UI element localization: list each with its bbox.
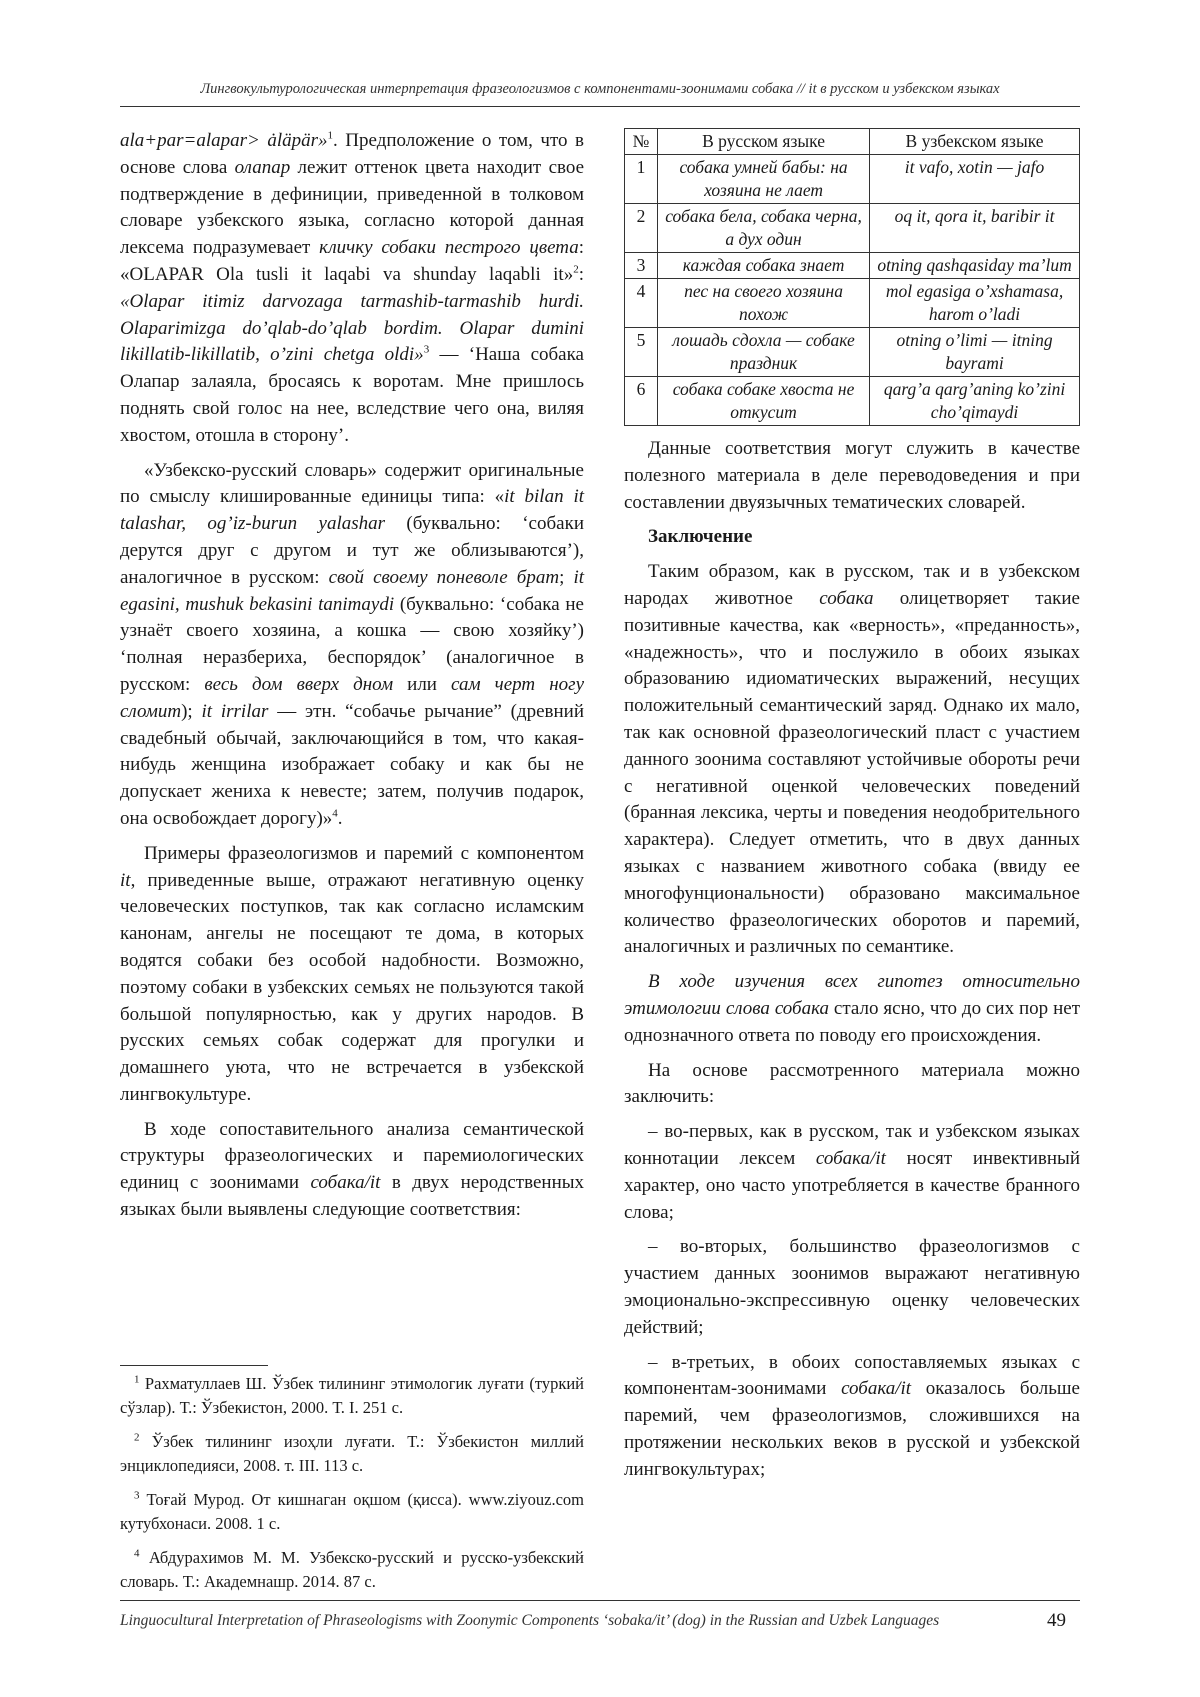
footnote-ref: 1 (327, 129, 334, 142)
paragraph (624, 436, 1080, 516)
row-number: 1 (625, 155, 658, 204)
footnote-number: 2 (134, 1431, 140, 1444)
row-number: 3 (625, 253, 658, 279)
italic-text: собака/it (841, 1378, 912, 1400)
table-header-row (625, 129, 1080, 155)
list-item (624, 1119, 1080, 1226)
text-run: На основе рассмотренного материала можно заключить: (624, 1059, 1080, 1108)
text-run: (буквально: ‘собаки дерутся друг с другом и тут же облизываются’), аналогичное в русском: (120, 513, 584, 588)
paragraph (120, 1117, 584, 1224)
running-footer (120, 1606, 1080, 1636)
footnote-ref: 3 (423, 344, 430, 357)
correspondence-table (624, 128, 1080, 426)
text-run: — этн. “собачье рычание” (древний свадебный обычай, заключающийся в том, что какая-нибудь женщина изображает собаку и как бы не допускает жениха к невесте; затем, получив подарок, она освобождает дорогу)» (120, 700, 585, 829)
italic-text: it irrilar (201, 700, 269, 722)
footnote-number: 4 (134, 1547, 140, 1560)
footer-divider (120, 1600, 1080, 1601)
uzbek-idiom: otning qashqasiday ma’lum (870, 253, 1080, 279)
paragraph (120, 128, 584, 450)
row-number: 2 (625, 204, 658, 253)
italic-text: собака/it (310, 1172, 381, 1194)
uzbek-idiom: qarg’a qarg’aning ko’zini cho’qimaydi (870, 377, 1080, 426)
section-title: Заключение (648, 526, 753, 548)
italic-text: сам черт ногу сломит (120, 673, 584, 722)
footnote-number: 1 (134, 1373, 140, 1386)
text-run: : «OLAPAR Ola tusli it laqabi va shunday laqabli it» (120, 237, 584, 285)
text-run: – во-вторых, большинство фразеологизмов с участием данных зоонимов выражают негативную эмоционально-экспрессивную оценку человеческих действий; (624, 1236, 1080, 1338)
italic-text: «Olapar itimiz darvozaga tarmashib-tarmashib hurdi. Olaparimizga do’qlab-do’qlab bordim. Olapar dumini likillatib-likillatib, o’zini chetga oldi» (120, 290, 584, 366)
text-run: в двух неродственных языках были выявлены следующие соответствия: (120, 1172, 585, 1221)
russian-idiom: собака умней бабы: на хозяина не лает (658, 155, 870, 204)
text-run: ); (181, 700, 202, 722)
footnote (120, 1546, 584, 1594)
table-row (625, 155, 1080, 204)
footnote-number: 3 (134, 1489, 140, 1502)
paragraph (120, 458, 584, 833)
text-run: Примеры фразеологизмов и паремий с компонентом (144, 842, 584, 864)
footnote-text: Ўзбек тилининг изоҳли луғати. Т.: Ўзбекистон миллий энциклопедияси, 2008. т. III. 113 с. (120, 1432, 584, 1475)
header-russian: В русском языке (658, 129, 870, 155)
russian-idiom: собака собаке хвоста не откусит (658, 377, 870, 426)
text-run: В ходе сопоставительного анализа семантической структуры фразеологических и паремиологических единиц с зоонимами (120, 1118, 584, 1194)
footnote (120, 1372, 584, 1420)
paragraph (624, 969, 1080, 1049)
italic-text: олапар (234, 156, 291, 178)
text-run: или (393, 673, 452, 695)
text-run: Данные соответствия могут служить в качестве полезного материала в деле переводоведения и при составлении двуязычных тематических словарей. (624, 438, 1080, 513)
italic-text: it bilan it talashar, og’iz-burun yalashar (120, 486, 584, 535)
header-number: № (625, 129, 658, 155)
table-row (625, 253, 1080, 279)
italic-text: кличку собаки пестрого цвета (319, 237, 579, 259)
text-run: – во-первых, как в русском, так и узбекском языках коннотации лексем (624, 1121, 1080, 1169)
text-run: – в-третьих, в обоих сопоставляемых языках с компонентам-зоонимами (624, 1351, 1080, 1400)
russian-idiom: лошадь сдохла — собаке праздник (658, 328, 870, 377)
italic-text: it (120, 869, 131, 891)
italic-text: собака (819, 587, 874, 609)
running-header: Лингвокультурологическая интерпретация фразеологизмов с компонентами-зоонимами собака // it в русском и узбекском языках (120, 78, 1080, 107)
row-number: 4 (625, 279, 658, 328)
italic-text: весь дом вверх дном (204, 673, 394, 695)
text-run: «Узбекско-русский словарь» содержит оригинальные по смыслу клишированные единицы типа: « (120, 459, 584, 508)
header-uzbek: В узбекском языке (870, 129, 1080, 155)
row-number: 5 (625, 328, 658, 377)
left-column (120, 128, 584, 1232)
footnote-ref: 4 (332, 807, 338, 820)
uzbek-idiom: mol egasiga o’xshamasa, harom o’ladi (870, 279, 1080, 328)
footnote-text: Рахматуллаев Ш. Ўзбек тилининг этимологик луғати (туркий сўзлар). Т.: Ўзбекистон, 2000. Т. I. 251 с. (120, 1374, 585, 1417)
page-number: 49 (1047, 1610, 1066, 1631)
text-run: . (337, 807, 343, 829)
list-item (624, 1234, 1080, 1341)
russian-idiom: собака бела, собака черна, а дух один (658, 204, 870, 253)
text-run: стало ясно, что до сих пор нет однозначного ответа по поводу его происхождения. (624, 997, 1080, 1046)
footer-title: Linguocultural Interpretation of Phraseologisms with Zoonymic Components ‘sobaka/it’ (dog) in the Russian and Uzbek Languages (120, 1612, 940, 1629)
text-run: ; (559, 566, 574, 588)
footnotes (120, 1372, 584, 1604)
paragraph (120, 841, 584, 1109)
paragraph (624, 1058, 1080, 1112)
uzbek-idiom: oq it, qora it, baribir it (870, 204, 1080, 253)
text-run: лежит оттенок цвета находит свое подтверждение в дефиниции, приведенной в толковом словаре узбекского языка, согласно которой данная лексема подразумевает (120, 156, 585, 259)
table-row (625, 279, 1080, 328)
text-run: , приведенные выше, отражают негативную оценку человеческих поступков, так как согласно исламским канонам, ангелы не посещают те дома, в которых водятся собаки без особой надобности. Возможно, поэтому собаки в узбекских семьях не пользуются такой большой популярностью, как у других народов. В русских семьях собак содержат для прогулки и домашнего уюта, что не встречается в узбекской лингвокультуре. (120, 869, 584, 1105)
text-run: олицетворяет такие позитивные качества, как «верность», «преданность», «надежность», что и послужило в обоих языках образованию идиоматических выражений, несущих положительный семантический заряд. Однако их мало, так как основной фразеологический пласт с участием данного зоонима составляют устойчивые обороты речи с негативной оценкой человеческих поведений (бранная лексика, черты и поведения неодобрительного характера). Следует отметить, что в двух данных языках с названием животного собака (ввиду ее многофунциональности) образовано максимальное количество фразеологических оборотов и паремий, аналогичных и различных по семантике. (624, 587, 1080, 958)
footnote-ref: 2 (573, 263, 579, 276)
uzbek-idiom: it vafo, xotin — jafo (870, 155, 1080, 204)
text-run: : (578, 263, 584, 285)
uzbek-idiom: otning o’limi — itning bayrami (870, 328, 1080, 377)
italic-text: it egasini, mushuk bekasini tanimaydi (120, 566, 585, 615)
footnote (120, 1430, 584, 1478)
text-run: — ‘Наша собака Олапар залаяла, бросаясь к воротам. Мне пришлось поднять свой голос на нее, вследствие чего она, виляя хвостом, отошла в сторону’. (120, 344, 584, 446)
text-run: . Предположение о том, что в основе слова (120, 130, 585, 178)
russian-idiom: пес на своего хозяина похож (658, 279, 870, 328)
italic-text: ala+par=alapar> ȧläpär» (120, 130, 328, 151)
list-item (624, 1350, 1080, 1484)
italic-text: собака/it (815, 1147, 886, 1169)
row-number: 6 (625, 377, 658, 426)
text-run: носят инвективный характер, оно часто употребляется в качестве бранного слова; (624, 1147, 1080, 1223)
right-column (624, 128, 1080, 1491)
italic-text: В ходе изучения всех гипотез относительно этимологии слова собака (624, 971, 1080, 1019)
italic-text: свой своему поневоле брат (328, 566, 560, 588)
text-run: оказалось больше паремий, чем фразеологизмов, сложившихся на протяжении нескольких веков в русской и узбекской лингвокультурах; (624, 1378, 1080, 1480)
footnote (120, 1488, 584, 1536)
table-row (625, 204, 1080, 253)
table-row (625, 377, 1080, 426)
footnote-text: Абдурахимов М. М. Узбекско-русский и русско-узбекский словарь. Т.: Академнашр. 2014. 87 с. (120, 1548, 585, 1591)
footnote-divider (120, 1365, 268, 1366)
table-row (625, 328, 1080, 377)
text-run: Таким образом, как в русском, так и в узбекском народах животное (624, 561, 1080, 609)
text-run: (буквально: ‘собака не узнаёт своего хозяина, а кошка — свою хозяйку’) ‘полная неразбериха, беспорядок’ (аналогичное в русском: (120, 593, 584, 695)
paragraph (624, 559, 1080, 961)
russian-idiom: каждая собака знает (658, 253, 870, 279)
footnote-text: Тоғай Мурод. От кишнаган оқшом (қисса). www.ziyouz.com кутубхонаси. 2008. 1 с. (120, 1490, 584, 1533)
